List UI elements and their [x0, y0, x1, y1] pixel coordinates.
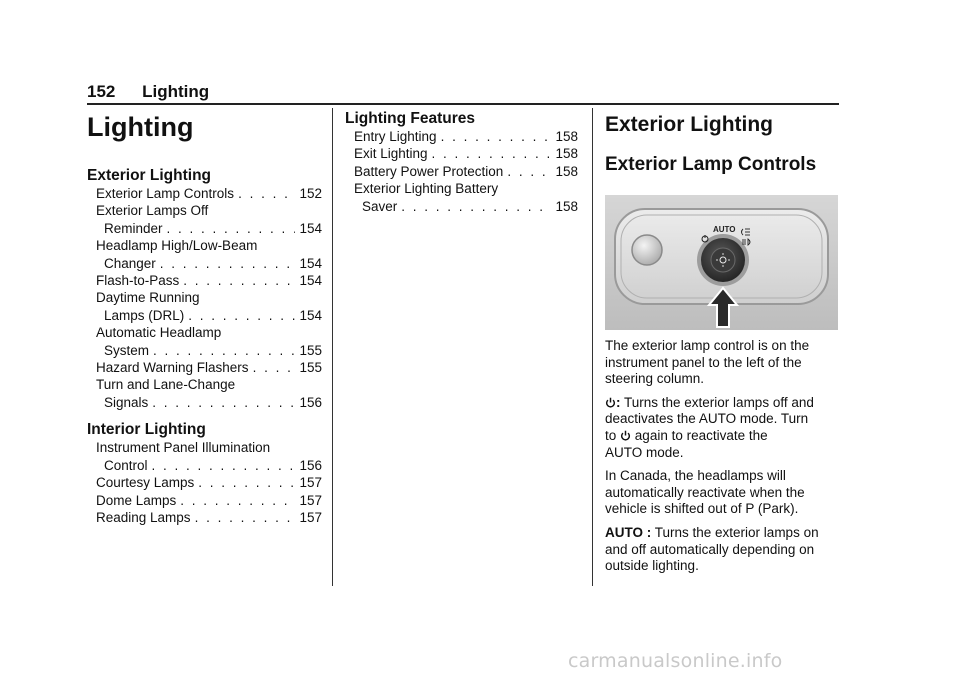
chapter-title: Lighting — [87, 112, 194, 142]
toc-entry-title: Battery Power Protection — [354, 163, 504, 179]
toc-entry[interactable] — [87, 509, 322, 526]
section-title: Exterior Lighting — [605, 113, 773, 136]
toc-leader-dots — [507, 163, 551, 180]
toc-entry-title: Exterior Lamp Controls — [96, 186, 235, 201]
toc-entry-line — [345, 180, 578, 197]
toc-page-number: 154 — [299, 273, 322, 289]
toc-page-number: 154 — [299, 255, 322, 271]
toc-leader-dots — [153, 342, 295, 359]
toc-entry[interactable] — [87, 376, 322, 411]
toc-page-number: 155 — [299, 360, 322, 376]
toc-entry-title: Signals — [104, 394, 149, 410]
power-colon: : — [616, 394, 621, 410]
toc-entry-line — [87, 272, 322, 289]
toc-entry-line — [87, 509, 322, 526]
toc-entry[interactable] — [87, 202, 322, 237]
toc-entry-title: Control — [104, 457, 148, 473]
toc-page-number: 157 — [299, 492, 322, 508]
toc-entry-line — [87, 457, 322, 474]
toc-entry-line — [345, 163, 578, 180]
toc-page-number: 158 — [555, 129, 578, 144]
toc-page-number: 158 — [555, 198, 578, 214]
toc-leader-dots — [195, 509, 296, 526]
auto-description — [605, 525, 840, 575]
toc-entry[interactable] — [345, 128, 578, 145]
toc-page-number: 154 — [299, 220, 322, 236]
watermark: carmanualsonline.info — [568, 650, 783, 672]
toc-entry[interactable] — [345, 145, 578, 162]
toc-entry-title: Changer — [104, 255, 156, 271]
power-description — [605, 395, 840, 461]
toc-sections — [87, 167, 322, 526]
toc-entry-line — [345, 198, 578, 215]
toc-entry[interactable] — [87, 272, 322, 289]
toc-entry[interactable] — [87, 185, 322, 202]
toc-middle-column — [345, 110, 578, 215]
page-header — [87, 82, 209, 102]
toc-leader-dots — [180, 492, 295, 509]
content-right-column — [605, 108, 840, 582]
toc-items — [87, 439, 322, 526]
toc-leader-dots — [167, 220, 296, 237]
column-divider-left — [332, 108, 333, 586]
toc-entry-line — [87, 474, 322, 491]
toc-leader-dots — [188, 307, 295, 324]
toc-entry-line — [87, 324, 322, 341]
toc-leader-dots — [441, 128, 552, 145]
canada-paragraph: In Canada, the headlamps will automatically reactivate when the vehicle is shifted out of P (Park). — [605, 468, 805, 517]
header-rule — [87, 103, 839, 105]
toc-entry-title: Reading Lamps — [96, 509, 191, 525]
header-section-title: Lighting — [142, 82, 210, 101]
toc-entry-line — [87, 237, 322, 254]
toc-entry-title: Instrument Panel Illumination — [96, 440, 271, 456]
toc-entry-line — [87, 376, 322, 393]
toc-entry-title: Turn and Lane-Change — [96, 377, 236, 393]
toc-section-heading: Interior Lighting — [87, 421, 206, 439]
toc-leader-dots — [152, 457, 296, 474]
power-icon — [605, 397, 616, 408]
toc-entry[interactable] — [87, 359, 322, 376]
toc-entry-line — [345, 128, 578, 145]
toc-items — [87, 185, 322, 411]
toc-entry-title: Reminder — [104, 220, 163, 236]
toc-entry-title: Dome Lamps — [96, 492, 177, 508]
toc-leader-dots — [160, 255, 296, 272]
toc-entry[interactable] — [87, 474, 322, 491]
auto-label: AUTO — [713, 225, 736, 234]
toc-page-number: 156 — [299, 394, 322, 410]
toc-entry-line — [345, 145, 578, 162]
power-icon — [620, 430, 631, 441]
power-to-text: to — [605, 427, 617, 443]
toc-entry-line — [87, 307, 322, 324]
toc-entry-title: Exterior Lamps Off — [96, 203, 209, 219]
toc-entry-line — [87, 359, 322, 376]
toc-entry-title: Daytime Running — [96, 290, 200, 306]
auto-desc-text: Turns the exterior lamps on and off automatically depending on outside lighting. — [605, 524, 819, 574]
toc-page-number: 157 — [299, 475, 322, 491]
toc-page-number: 158 — [555, 163, 578, 179]
toc-leader-dots — [401, 198, 551, 215]
toc-page-number: 152 — [299, 186, 322, 201]
intro-paragraph: The exterior lamp control is on the instrument panel to the left of the steering column. — [605, 338, 810, 387]
toc-entry-line — [87, 202, 322, 219]
toc-entry-title: Courtesy Lamps — [96, 475, 195, 491]
toc-left-column — [87, 108, 322, 526]
toc-entry-title: Saver — [362, 198, 398, 214]
toc-page-number: 154 — [299, 307, 322, 323]
auto-term: AUTO : — [605, 524, 652, 540]
power-end-text: AUTO mode. — [605, 444, 684, 460]
power-desc-text: Turns the exterior lamps off and deactivates the AUTO mode. Turn — [605, 394, 814, 427]
toc-items — [345, 128, 578, 215]
toc-entry-line — [87, 289, 322, 306]
toc-leader-dots — [183, 272, 295, 289]
toc-entry[interactable] — [87, 492, 322, 509]
toc-entry-title: System — [104, 342, 150, 358]
power-again-text: again to reactivate the — [634, 427, 768, 443]
toc-page-number: 158 — [555, 146, 578, 162]
toc-entry-line — [87, 220, 322, 237]
toc-entry-line — [87, 394, 322, 411]
toc-entry-title: Headlamp High/Low-Beam — [96, 238, 258, 254]
toc-entry-title: Hazard Warning Flashers — [96, 360, 249, 376]
toc-entry-title: Lamps (DRL) — [104, 307, 185, 323]
toc-entry-line — [87, 185, 322, 202]
toc-entry-line — [87, 492, 322, 509]
toc-leader-dots — [152, 394, 295, 411]
toc-entry-line — [87, 255, 322, 272]
toc-entry-title: Automatic Headlamp — [96, 325, 222, 341]
toc-section-heading: Lighting Features — [345, 110, 476, 127]
toc-leader-dots — [238, 185, 295, 202]
toc-entry-line — [87, 342, 322, 359]
toc-entry[interactable] — [87, 324, 322, 359]
toc-entry-title: Exterior Lighting Battery — [354, 181, 499, 197]
toc-page-number: 155 — [299, 342, 322, 358]
toc-entry[interactable] — [345, 163, 578, 180]
toc-entry-title: Entry Lighting — [354, 129, 437, 144]
toc-page-number: 156 — [299, 457, 322, 473]
toc-entry[interactable] — [87, 237, 322, 272]
toc-page-number: 157 — [299, 509, 322, 525]
toc-leader-dots — [432, 145, 552, 162]
toc-entry[interactable] — [87, 439, 322, 474]
column-divider-right — [592, 108, 593, 586]
toc-leader-dots — [198, 474, 295, 491]
toc-leader-dots — [253, 359, 296, 376]
toc-entry-line — [87, 439, 322, 456]
lamp-control-photo — [605, 195, 838, 330]
page-number: 152 — [87, 82, 116, 101]
toc-section-heading: Exterior Lighting — [87, 167, 211, 184]
subsection-title: Exterior Lamp Controls — [605, 154, 817, 175]
toc-entry[interactable] — [87, 289, 322, 324]
toc-entry-title: Exit Lighting — [354, 146, 428, 162]
toc-entry[interactable] — [345, 180, 578, 215]
toc-entry-title: Flash-to-Pass — [96, 273, 180, 289]
